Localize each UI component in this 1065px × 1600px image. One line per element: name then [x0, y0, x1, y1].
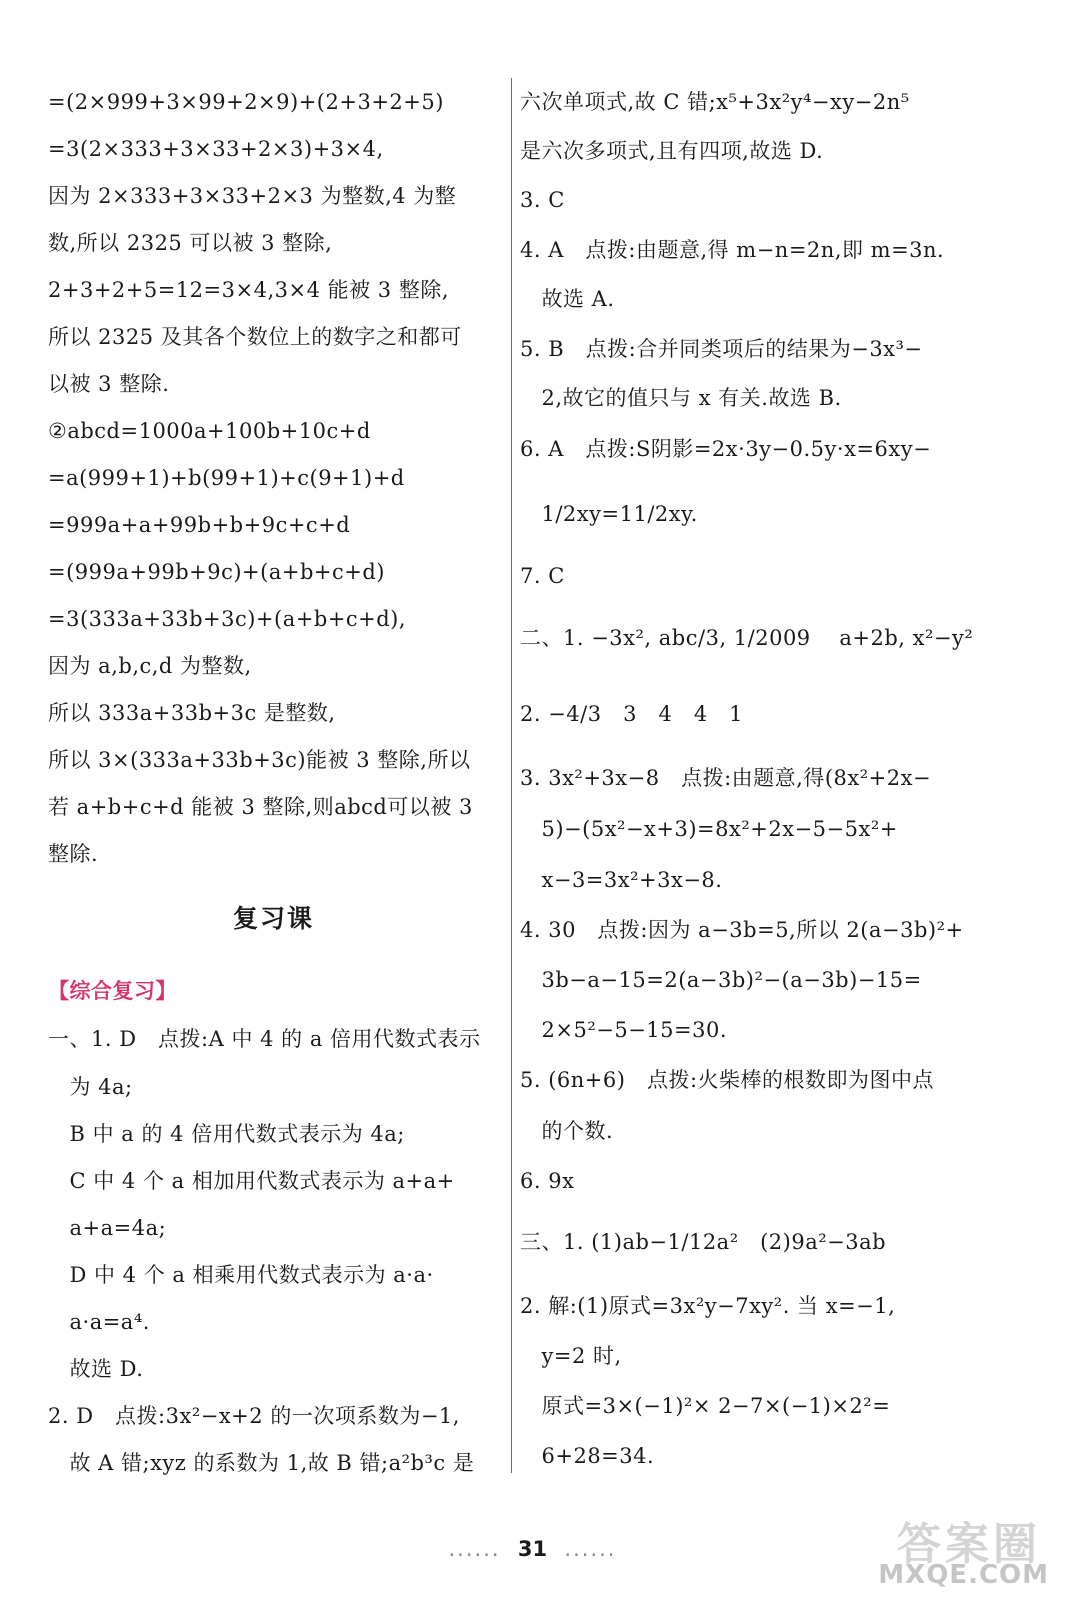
answer-line: 2. 解:(1)原式=3x²y−7xy². 当 x=−1,: [520, 1294, 896, 1318]
answer-line: a·a=a⁴.: [48, 1310, 150, 1334]
solution-line: =3(333a+33b+3c)+(a+b+c+d),: [48, 607, 407, 631]
answer-line: x−3=3x²+3x−8.: [520, 868, 723, 892]
answer-line: 3b−a−15=2(a−3b)²−(a−3b)−15=: [520, 968, 922, 992]
answer-line: 3. 3x²+3x−8 点拨:由题意,得(8x²+2x−: [520, 766, 932, 790]
answer-line: 4. A 点拨:由题意,得 m−n=2n,即 m=3n.: [520, 238, 945, 262]
answer-line: 三、1. (1)ab−1/12a² (2)9a²−3ab: [520, 1230, 887, 1254]
answer-line: a+a=4a;: [48, 1216, 167, 1240]
answer-line: 2. −4/3 3 4 4 1: [520, 702, 744, 726]
column-divider: [511, 78, 512, 1473]
solution-line: =a(999+1)+b(99+1)+c(9+1)+d: [48, 466, 405, 490]
section-tag: 【综合复习】: [48, 978, 177, 1003]
footer-dots-right: ......: [564, 1537, 617, 1561]
section-title: 复习课: [233, 904, 315, 933]
page-number: 31: [517, 1537, 548, 1561]
solution-line: 因为 a,b,c,d 为整数,: [48, 654, 252, 678]
answer-line: 二、1. −3x², abc/3, 1/2009 a+2b, x²−y²: [520, 626, 974, 650]
answer-line: 2×5²−5−15=30.: [520, 1018, 728, 1042]
solution-line: 整除.: [48, 842, 99, 866]
answer-line: 故选 A.: [520, 287, 615, 311]
watermark-logo-text: 答案圈: [897, 1519, 1041, 1570]
solution-line: 若 a+b+c+d 能被 3 整除,则abcd可以被 3: [48, 795, 473, 819]
answer-line: 5. B 点拨:合并同类项后的结果为−3x³−: [520, 337, 923, 361]
answer-line: 的个数.: [520, 1119, 614, 1143]
answer-line: 故 A 错;xyz 的系数为 1,故 B 错;a²b³c 是: [48, 1451, 475, 1475]
solution-line: 2+3+2+5=12=3×4,3×4 能被 3 整除,: [48, 278, 450, 302]
answer-line: C 中 4 个 a 相加用代数式表示为 a+a+: [48, 1169, 455, 1193]
answer-line: 一、1. D 点拨:A 中 4 的 a 倍用代数式表示: [48, 1027, 481, 1051]
solution-line: ②abcd=1000a+100b+10c+d: [48, 419, 371, 443]
answer-line: 3. C: [520, 188, 565, 212]
solution-line: 以被 3 整除.: [48, 372, 170, 396]
answer-line: 为 4a;: [48, 1075, 133, 1099]
answer-line: 故选 D.: [48, 1357, 144, 1381]
solution-line: 所以 333a+33b+3c 是整数,: [48, 701, 336, 725]
solution-line: 所以 3×(333a+33b+3c)能被 3 整除,所以: [48, 748, 471, 772]
answer-line: 6+28=34.: [520, 1444, 655, 1468]
answer-line: 6. A 点拨:S阴影=2x·3y−0.5y·x=6xy−: [520, 437, 932, 461]
solution-line: =(999a+99b+9c)+(a+b+c+d): [48, 560, 385, 584]
answer-line: B 中 a 的 4 倍用代数式表示为 4a;: [48, 1122, 405, 1146]
solution-line: 所以 2325 及其各个数位上的数字之和都可: [48, 325, 462, 349]
answer-line: y=2 时,: [520, 1344, 622, 1368]
answer-line: 5. (6n+6) 点拨:火柴棒的根数即为图中点: [520, 1068, 935, 1092]
answer-line: 2. D 点拨:3x²−x+2 的一次项系数为−1,: [48, 1404, 460, 1428]
answer-line: 4. 30 点拨:因为 a−3b=5,所以 2(a−3b)²+: [520, 918, 964, 942]
answer-line: 5)−(5x²−x+3)=8x²+2x−5−5x²+: [520, 817, 898, 841]
site-watermark: [851, 1504, 1051, 1592]
answer-line: 是六次多项式,且有四项,故选 D.: [520, 139, 824, 163]
answer-line: 六次单项式,故 C 错;x⁵+3x²y⁴−xy−2n⁵: [520, 90, 910, 114]
answer-line: D 中 4 个 a 相乘用代数式表示为 a·a·: [48, 1263, 434, 1287]
solution-line: =3(2×333+3×33+2×3)+3×4,: [48, 137, 384, 161]
solution-line: 因为 2×333+3×33+2×3 为整数,4 为整: [48, 184, 457, 208]
answer-line: 6. 9x: [520, 1169, 575, 1193]
answer-line: 2,故它的值只与 x 有关.故选 B.: [520, 386, 842, 410]
watermark-url: MXQE.COM: [878, 1560, 1049, 1590]
solution-line: =999a+a+99b+b+9c+c+d: [48, 513, 351, 537]
solution-line: 数,所以 2325 可以被 3 整除,: [48, 231, 333, 255]
answer-line: 7. C: [520, 564, 565, 588]
answer-line: 1/2xy=11/2xy.: [520, 502, 698, 526]
answer-line: 原式=3×(−1)²× 2−7×(−1)×2²=: [520, 1394, 891, 1418]
solution-line: =(2×999+3×99+2×9)+(2+3+2+5): [48, 90, 444, 114]
footer-dots-left: ......: [448, 1537, 501, 1561]
